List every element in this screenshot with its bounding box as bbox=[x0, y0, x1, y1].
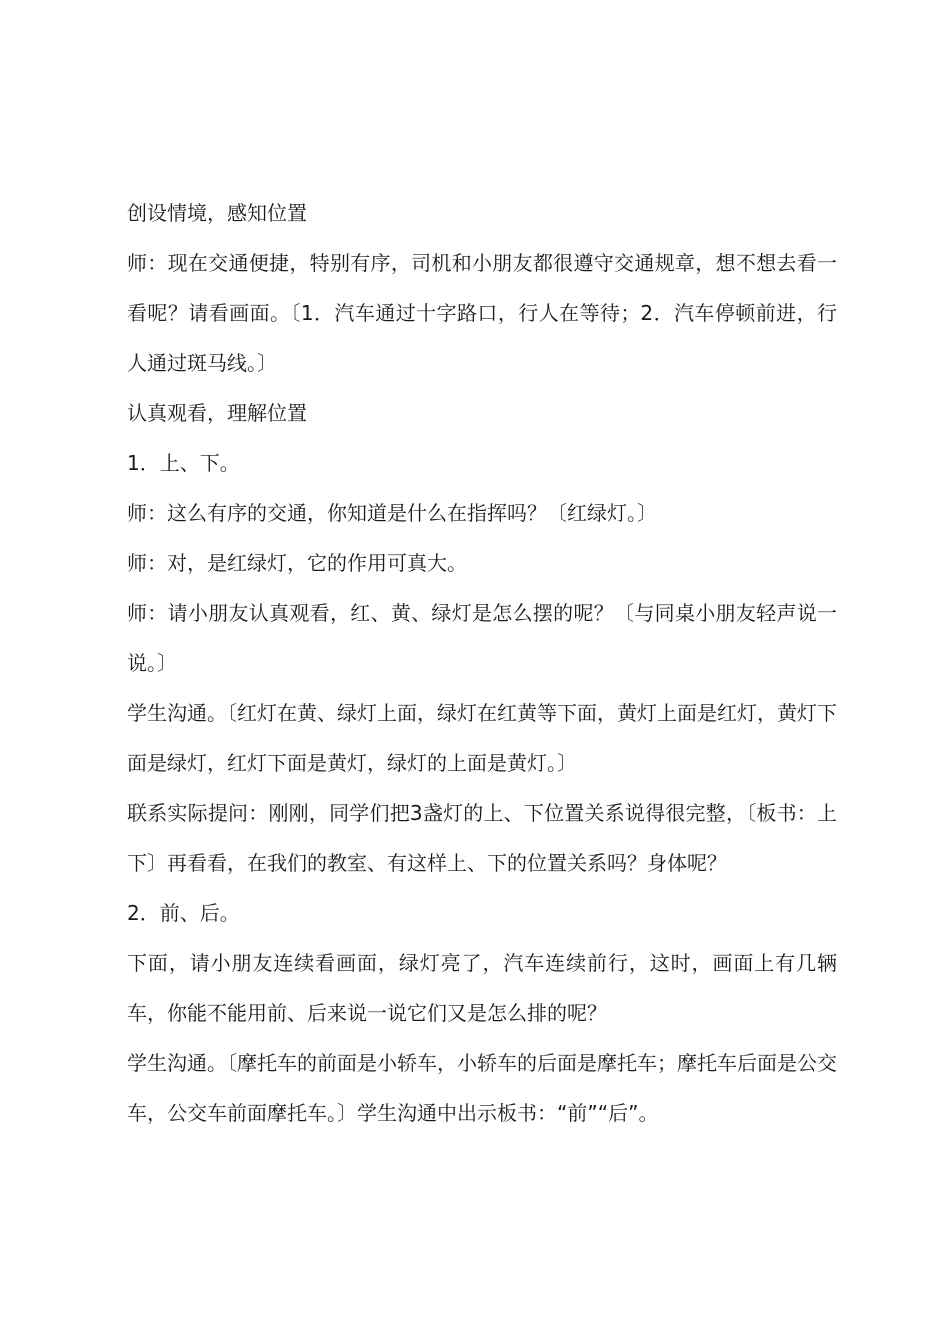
paragraph: 师：对，是红绿灯，它的作用可真大。 bbox=[127, 551, 467, 575]
subsection-heading: 2．前、后。 bbox=[127, 901, 240, 925]
paragraph: 师：现在交通便捷，特别有序，司机和小朋友都很遵守交通规章，想不想去看一看呢？请看画面。〔1．汽车通过十字路口，行人在等待；2．汽车停顿前进，行人通过斑马线。〕 bbox=[127, 251, 837, 375]
section-heading: 认真观看，理解位置 bbox=[127, 401, 307, 425]
section-heading: 创设情境，感知位置 bbox=[127, 201, 307, 225]
paragraph: 师：这么有序的交通，你知道是什么在指挥吗？〔红绿灯。〕 bbox=[127, 501, 657, 525]
subsection-heading: 1．上、下。 bbox=[127, 451, 240, 475]
paragraph: 学生沟通。〔摩托车的前面是小轿车，小轿车的后面是摩托车；摩托车后面是公交车，公交车前面摩托车。〕学生沟通中出示板书：“前”“后”。 bbox=[127, 1051, 837, 1125]
paragraph: 下面，请小朋友连续看画面，绿灯亮了，汽车连续前行，这时，画面上有几辆车，你能不能用前、后来说一说它们又是怎么排的呢？ bbox=[127, 951, 837, 1025]
paragraph: 联系实际提问：刚刚，同学们把3盏灯的上、下位置关系说得很完整，〔板书：上下〕再看看，在我们的教室、有这样上、下的位置关系吗？身体呢？ bbox=[127, 801, 837, 875]
paragraph: 学生沟通。〔红灯在黄、绿灯上面，绿灯在红黄等下面，黄灯上面是红灯，黄灯下面是绿灯，红灯下面是黄灯，绿灯的上面是黄灯。〕 bbox=[127, 701, 837, 775]
paragraph: 师：请小朋友认真观看，红、黄、绿灯是怎么摆的呢？〔与同桌小朋友轻声说一说。〕 bbox=[127, 601, 837, 675]
document-body bbox=[127, 188, 837, 1138]
